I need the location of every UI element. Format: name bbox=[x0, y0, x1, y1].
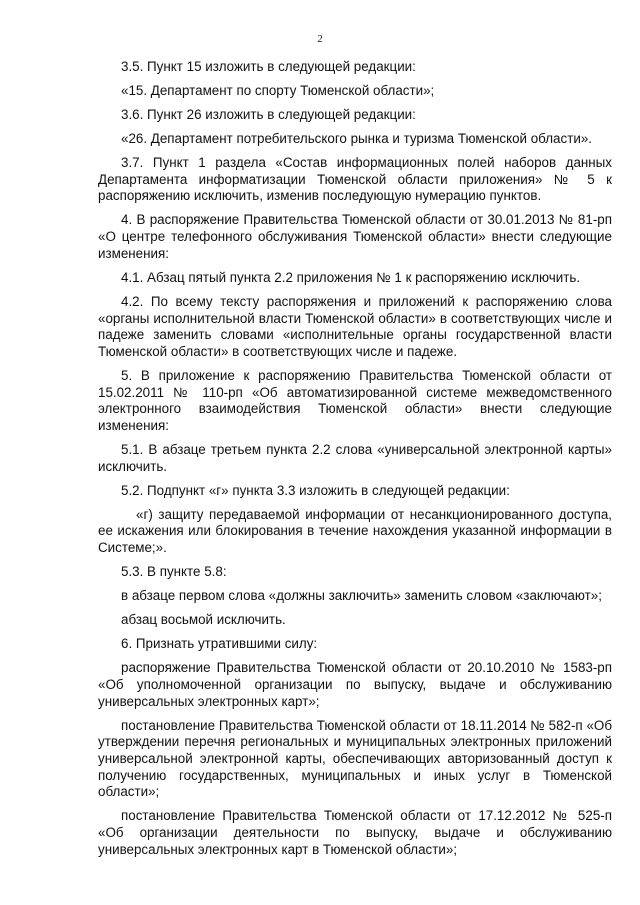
paragraph-4-1: 4.1. Абзац пятый пункта 2.2 приложения № 1 к распоряжению исключить. bbox=[121, 269, 581, 285]
paragraph-3-7: 3.7. Пункт 1 раздела «Состав информационных полей наборов данных Департамента информатизации Тюменской области приложения» № 5 к распоряжению исключить, изменив последующую нумерацию пунктов. bbox=[98, 155, 612, 204]
paragraph-5-1: 5.1. В абзаце третьем пункта 2.2 слова «универсальной электронной карты» исключить. bbox=[98, 442, 612, 474]
paragraph-4-2: 4.2. По всему тексту распоряжения и приложений к распоряжению слова «органы исполнительной власти Тюменской области» в соответствующих числе и падеже заменить словами «исполнительные органы государственной власти Тюменской области» в соответствующих числе и падеже. bbox=[98, 293, 612, 359]
paragraph-5-3-first: в абзаце первом слова «должны заключить» заменить словом «заключают»; bbox=[121, 588, 602, 604]
paragraph-5-2: 5.2. Подпункт «г» пункта 3.3 изложить в следующей редакции: bbox=[121, 482, 510, 498]
paragraph-4: 4. В распоряжение Правительства Тюменской области от 30.01.2013 № 81-рп «О центре телефонного обслуживания Тюменской области» внести следующие изменения: bbox=[98, 212, 612, 261]
paragraph-5-3-eighth: абзац восьмой исключить. bbox=[121, 612, 286, 628]
paragraph-6-item-3: постановление Правительства Тюменской области от 17.12.2012 № 525-п «Об организации деятельности по выпуску, выдаче и обслуживанию универсальных электронных карт в Тюменской области»; bbox=[98, 808, 612, 857]
paragraph-5-3: 5.3. В пункте 5.8: bbox=[121, 564, 227, 580]
paragraph-5: 5. В приложение к распоряжению Правительства Тюменской области от 15.02.2011 № 110-рп «Об автоматизированной системе межведомственного электронного взаимодействия Тюменской области» внести следующие изменения: bbox=[98, 367, 612, 434]
paragraph-quote-g: «г) защиту передаваемой информации от несанкционированного доступа, ее искажения или блокирования в течение нахождения указанной информации в Системе;». bbox=[98, 506, 612, 556]
paragraph-3-5: 3.5. Пункт 15 изложить в следующей редакции: bbox=[121, 59, 416, 74]
paragraph-quote-15: «15. Департамент по спорту Тюменской области»; bbox=[121, 83, 435, 98]
paragraph-3-6: 3.6. Пункт 26 изложить в следующей редакции: bbox=[121, 107, 416, 122]
page-number: 2 bbox=[317, 33, 323, 45]
paragraph-6-item-1: распоряжение Правительства Тюменской области от 20.10.2010 № 1583-рп «Об уполномоченной организации по выпуску, выдаче и обслуживанию универсальных электронных карт»; bbox=[98, 660, 612, 709]
paragraph-quote-26: «26. Департамент потребительского рынка и туризма Тюменской области». bbox=[121, 131, 592, 146]
document-body bbox=[98, 59, 612, 866]
paragraph-6: 6. Признать утратившими силу: bbox=[121, 636, 318, 652]
paragraph-6-item-2: постановление Правительства Тюменской области от 18.11.2014 № 582-п «Об утверждении перечня региональных и муниципальных электронных приложений универсальной электронной карты, обеспечивающих авторизованный доступ к получению государственных, муниципальных и иных услуг в Тюменской области»; bbox=[98, 717, 612, 800]
